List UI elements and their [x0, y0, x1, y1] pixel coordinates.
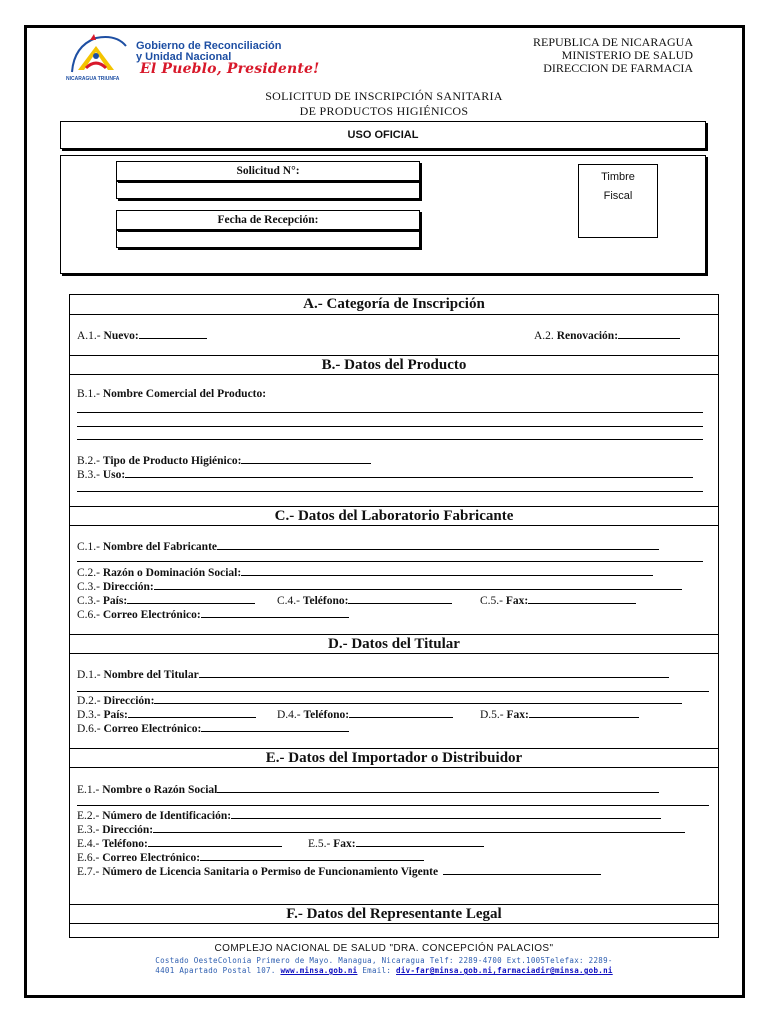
field-e2-id-number[interactable] [77, 809, 661, 823]
section-c-heading: C.- Datos del Laboratorio Fabricante [70, 506, 718, 526]
form-title-line1: SOLICITUD DE INSCRIPCIÓN SANITARIA [265, 89, 503, 103]
blank-line[interactable] [201, 608, 349, 618]
section-f-heading: F.- Datos del Representante Legal [70, 904, 718, 924]
blank-line[interactable] [154, 694, 682, 704]
section-b-heading: B.- Datos del Producto [70, 355, 718, 375]
field-number: C.3.- [77, 581, 103, 593]
field-number: E.6.- [77, 852, 103, 864]
fiscal-stamp-box[interactable] [578, 164, 658, 238]
field-d6-email[interactable] [77, 722, 349, 736]
blank-line[interactable] [217, 540, 659, 550]
blank-line[interactable] [125, 468, 693, 478]
field-number: E.4.- [77, 838, 103, 850]
field-number: C.3.- [77, 595, 103, 607]
field-d4-phone[interactable] [277, 708, 453, 722]
field-label: Uso: [102, 469, 126, 481]
footer-email-label: Email: [357, 966, 397, 975]
reception-date-field[interactable] [116, 230, 420, 248]
reception-date-label: Fecha de Recepción: [116, 210, 420, 230]
solicitud-number-field[interactable] [116, 181, 420, 199]
field-label: Nombre del Titular [103, 669, 199, 681]
footer-postal: 4401 Apartado Postal 107. [155, 966, 281, 975]
field-label: Correo Electrónico: [102, 852, 201, 864]
field-e7-sanitary-license[interactable] [77, 865, 601, 879]
blank-line[interactable] [241, 566, 653, 576]
field-e5-fax[interactable] [308, 837, 484, 851]
field-label: Dirección: [102, 581, 154, 593]
field-d5-fax[interactable] [480, 708, 639, 722]
blank-line[interactable] [77, 412, 703, 413]
field-c3-address[interactable] [77, 580, 682, 594]
official-use-banner: USO OFICIAL [60, 121, 706, 149]
field-d1-holder-name[interactable] [77, 668, 669, 682]
field-label: Nombre o Razón Social [102, 784, 218, 796]
authority-line: MINISTERIO DE SALUD [561, 48, 693, 62]
section-d-heading: D.- Datos del Titular [70, 634, 718, 654]
blank-line[interactable] [77, 439, 703, 440]
field-label: País: [102, 595, 128, 607]
field-c2-business-name[interactable] [77, 566, 653, 580]
blank-line[interactable] [200, 851, 424, 861]
blank-line[interactable] [77, 491, 703, 492]
blank-line[interactable] [529, 708, 639, 718]
footer-institution: COMPLEJO NACIONAL DE SALUD "DRA. CONCEPCIÓN PALACIOS" [214, 943, 554, 954]
field-c4-phone[interactable] [277, 594, 452, 608]
field-label: Nuevo: [103, 330, 139, 342]
field-a2-renovacion[interactable] [534, 329, 680, 343]
blank-line[interactable] [231, 809, 661, 819]
field-label: Dirección: [103, 695, 155, 707]
field-number: B.2.- [77, 455, 103, 467]
footer-address: Costado OesteColonia Primero de Mayo. Managua, Nicaragua Telf: 2289-4700 Ext.1005Telefax: 2289- [155, 956, 613, 965]
blank-line[interactable] [348, 594, 452, 604]
field-b2-product-type[interactable] [77, 454, 371, 468]
field-label: Fax: [333, 838, 356, 850]
form-title-line2: DE PRODUCTOS HIGIÉNICOS [299, 104, 469, 118]
blank-line[interactable] [128, 708, 256, 718]
timbre-label-line1: Timbre [601, 171, 635, 183]
field-b1-commercial-name [77, 388, 266, 401]
field-number: B.3.- [77, 469, 103, 481]
logo-slogan: El Pueblo, Presidente! [140, 61, 320, 77]
field-d2-address[interactable] [77, 694, 682, 708]
field-number: E.7.- [77, 866, 103, 878]
field-c3-country[interactable] [77, 594, 255, 608]
blank-line[interactable] [127, 594, 255, 604]
blank-line[interactable] [154, 580, 682, 590]
blank-line[interactable] [199, 668, 669, 678]
field-label: Teléfono: [303, 709, 350, 721]
field-d3-country[interactable] [77, 708, 256, 722]
blank-line[interactable] [148, 837, 282, 847]
blank-line[interactable] [217, 783, 659, 793]
field-e4-phone[interactable] [77, 837, 282, 851]
blank-line[interactable] [77, 691, 709, 692]
timbre-label-line2: Fiscal [603, 190, 633, 202]
field-label: Teléfono: [102, 838, 148, 850]
section-e-heading: E.- Datos del Importador o Distribuidor [70, 748, 718, 768]
field-e6-email[interactable] [77, 851, 424, 865]
authority-line: DIRECCION DE FARMACIA [543, 61, 693, 75]
field-number: D.6.- [77, 723, 104, 735]
field-label: País: [103, 709, 128, 721]
section-a-heading: A.- Categoría de Inscripción [70, 295, 718, 315]
blank-line[interactable] [349, 708, 453, 718]
logo-title-line2: y Unidad Nacional [136, 51, 232, 63]
field-number: C.5.- [480, 595, 506, 607]
blank-line[interactable] [201, 722, 349, 732]
field-label: Razón o Dominación Social: [102, 567, 242, 579]
field-number: E.5.- [308, 838, 334, 850]
field-number: C.1.- [77, 541, 103, 553]
field-label: Nombre Comercial del Producto: [102, 388, 267, 400]
field-c5-fax[interactable] [480, 594, 636, 608]
field-label: Teléfono: [302, 595, 349, 607]
field-label: Tipo de Producto Higiénico: [102, 455, 242, 467]
field-number: E.3.- [77, 824, 103, 836]
blank-line[interactable] [618, 329, 680, 339]
logo-title-line1: Gobierno de Reconciliación [136, 40, 282, 52]
field-number: C.4.- [277, 595, 303, 607]
field-label: Dirección: [102, 824, 154, 836]
authority-line: REPUBLICA DE NICARAGUA [532, 35, 693, 49]
field-number: D.4.- [277, 709, 304, 721]
field-label: Fax: [505, 595, 529, 607]
website-link[interactable]: www.minsa.gob.ni [280, 966, 358, 975]
field-number: E.2.- [77, 810, 103, 822]
blank-line[interactable] [77, 805, 709, 806]
field-c1-manufacturer-name[interactable] [77, 540, 659, 554]
blank-line[interactable] [443, 865, 601, 875]
field-number: A.2. [534, 330, 557, 342]
field-label: Correo Electrónico: [103, 723, 202, 735]
field-c6-email[interactable] [77, 608, 349, 622]
field-number: E.1.- [77, 784, 103, 796]
blank-line[interactable] [528, 594, 636, 604]
field-number: A.1.- [77, 330, 104, 342]
field-label: Renovación: [556, 330, 619, 342]
registration-form [69, 294, 719, 938]
field-label: Número de Identificación: [102, 810, 232, 822]
blank-line[interactable] [356, 837, 484, 847]
field-label: Fax: [506, 709, 529, 721]
email-link[interactable]: div-far@minsa.gob.ni,farmaciadir@minsa.gob.ni [396, 966, 613, 975]
field-number: C.6.- [77, 609, 103, 621]
field-number: D.3.- [77, 709, 104, 721]
field-number: D.1.- [77, 669, 104, 681]
blank-line[interactable] [77, 561, 703, 562]
field-number: B.1.- [77, 388, 103, 400]
government-logo [66, 32, 336, 82]
field-label: Nombre del Fabricante [102, 541, 218, 553]
field-b3-use[interactable] [77, 468, 693, 482]
field-number: D.2.- [77, 695, 104, 707]
field-a1-nuevo[interactable] [77, 329, 207, 343]
footer-contact [0, 966, 768, 975]
blank-line[interactable] [241, 454, 371, 464]
field-number: C.2.- [77, 567, 103, 579]
field-e1-business-name[interactable] [77, 783, 659, 797]
field-number: D.5.- [480, 709, 507, 721]
logo-emblem-icon [66, 32, 132, 78]
field-label: Número de Licencia Sanitaria o Permiso de Funcionamiento Vigente [102, 866, 439, 878]
blank-line[interactable] [139, 329, 207, 339]
solicitud-number-label: Solicitud N°: [116, 161, 420, 181]
issuing-authority [533, 36, 693, 75]
field-label: Correo Electrónico: [102, 609, 201, 621]
blank-line[interactable] [153, 823, 685, 833]
field-e3-address[interactable] [77, 823, 685, 837]
blank-line[interactable] [77, 426, 703, 427]
logo-arc-text: NICARAGUA TRIUNFA [66, 76, 120, 82]
